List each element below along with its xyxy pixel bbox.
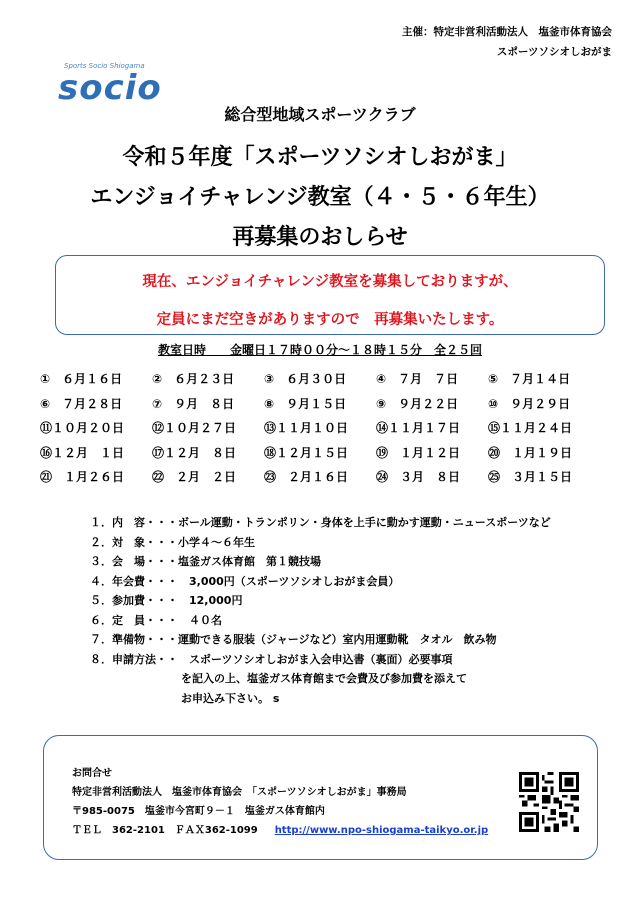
info-item-venue: ３．会 場・・・塩釜ガス体育館 第１競技場 bbox=[90, 555, 321, 568]
session-row bbox=[40, 370, 600, 395]
session-date: ① ６月１６日 bbox=[40, 372, 123, 386]
session-date: ⑲ １月１２日 bbox=[376, 445, 461, 460]
session-date: ⑨ ９月２２日 bbox=[376, 396, 459, 411]
info-list bbox=[90, 513, 551, 708]
subtitle: 総合型地域スポーツクラブ bbox=[224, 105, 416, 124]
logo-small-text: Sports Socio Shiogama bbox=[64, 62, 145, 70]
contact-url-link[interactable]: http://www.npo-shiogama-taikyo.or.jp bbox=[274, 825, 489, 836]
info-item-target: ２．対 象・・・小学４～６年生 bbox=[90, 535, 255, 549]
contact-heading: お問合せ bbox=[72, 768, 112, 779]
session-row bbox=[40, 468, 600, 493]
info-item-capacity: ６．定 員・・・ ４０名 bbox=[90, 613, 222, 627]
session-date: ⑩ ９月２９日 bbox=[488, 396, 571, 411]
session-date: ⑤ ７月１４日 bbox=[488, 372, 571, 386]
info-item-annual-fee: ４．年会費・・・ 3,000円（スポーツソシオしおがま会員） bbox=[90, 574, 400, 588]
session-date: ③ ６月３０日 bbox=[264, 372, 347, 386]
session-date: ⑬１１月１０日 bbox=[264, 421, 349, 435]
organizer-line1: 主催：特定非営利活動法人 塩釜市体育協会 bbox=[402, 26, 612, 38]
session-date: ⑦ ９月 ８日 bbox=[152, 396, 235, 411]
notice-line1: 現在、エンジョイチャレンジ教室を募集しておりますが、 bbox=[142, 274, 518, 290]
notice-box bbox=[55, 255, 605, 335]
session-date: ⑭１１月１７日 bbox=[376, 421, 461, 435]
session-date: ⑮１１月２４日 bbox=[488, 421, 573, 435]
session-row bbox=[40, 444, 600, 469]
session-date: ⑧ ９月１５日 bbox=[264, 396, 347, 411]
logo-main-text: socio bbox=[58, 68, 162, 108]
schedule-header-text: 教室日時 金曜日１７時００分～１８時１５分 全２５回 bbox=[157, 343, 482, 357]
contact-address: 〒985-0075 塩釜市今宮町９－１ 塩釜ガス体育館内 bbox=[72, 806, 325, 817]
session-date: ⑪１０月２０日 bbox=[40, 421, 125, 435]
session-date: ④ ７月 ７日 bbox=[376, 372, 459, 386]
contact-tel-fax: ＴＥＬ 362-2101 ＦＡＸ362-1099 bbox=[72, 825, 258, 836]
session-date: ⑫１０月２７日 bbox=[152, 421, 237, 435]
info-item-application: ８．申請方法・・ スポーツソシオしおがま入会申込書（裏面）必要事項 bbox=[90, 652, 453, 666]
session-date: ㉔ ３月 ８日 bbox=[376, 470, 461, 484]
title-line1: 令和５年度「スポーツソシオしおがま」 bbox=[122, 145, 518, 170]
qr-code-icon bbox=[519, 772, 579, 832]
info-item-content: １．内 容・・・ボール運動・トランポリン・身体を上手に動かす運動・ニュースポーツなど bbox=[90, 516, 551, 529]
contact-box bbox=[43, 735, 598, 860]
session-row bbox=[40, 395, 600, 420]
session-date: ㉑ １月２６日 bbox=[40, 470, 125, 484]
info-application-cont: お申込み下さい。 s bbox=[181, 691, 280, 705]
organizer bbox=[402, 22, 612, 62]
schedule-header bbox=[0, 341, 640, 358]
session-grid bbox=[40, 370, 600, 493]
title-line2: エンジョイチャレンジ教室（４・５・６年生） bbox=[90, 185, 550, 210]
session-date: ⑰１２月 ８日 bbox=[152, 445, 237, 460]
session-date: ② ６月２３日 bbox=[152, 372, 235, 386]
session-row bbox=[40, 419, 600, 444]
contact-org: 特定非営利活動法人 塩釜市体育協会 「スポーツソシオしおがま」事務局 bbox=[72, 787, 407, 798]
notice-line2: 定員にまだ空きがありますので 再募集いたします。 bbox=[156, 312, 504, 328]
session-date: ⑯１２月 １日 bbox=[40, 445, 125, 460]
info-item-participation-fee: ５．参加費・・・ 12,000円 bbox=[90, 594, 243, 607]
session-date: ⑳ １月１９日 bbox=[488, 445, 573, 460]
contact-text bbox=[72, 764, 488, 840]
session-date: ㉒ ２月 ２日 bbox=[152, 470, 237, 484]
info-application-cont: を記入の上、塩釜ガス体育館まで会費及び参加費を添えて bbox=[181, 672, 467, 685]
organizer-line2: スポーツソシオしおがま bbox=[496, 46, 612, 58]
info-item-items: ７．準備物・・・運動できる服装（ジャージなど）室内用運動靴 タオル 飲み物 bbox=[90, 633, 497, 646]
session-date: ㉕ ３月１５日 bbox=[488, 470, 573, 484]
contact-tel-line bbox=[72, 821, 488, 840]
session-date: ⑱１２月１５日 bbox=[264, 445, 349, 460]
title-line3: 再募集のおしらせ bbox=[232, 225, 408, 250]
session-date: ⑥ ７月２８日 bbox=[40, 396, 123, 411]
session-date: ㉓ ２月１６日 bbox=[264, 470, 349, 484]
